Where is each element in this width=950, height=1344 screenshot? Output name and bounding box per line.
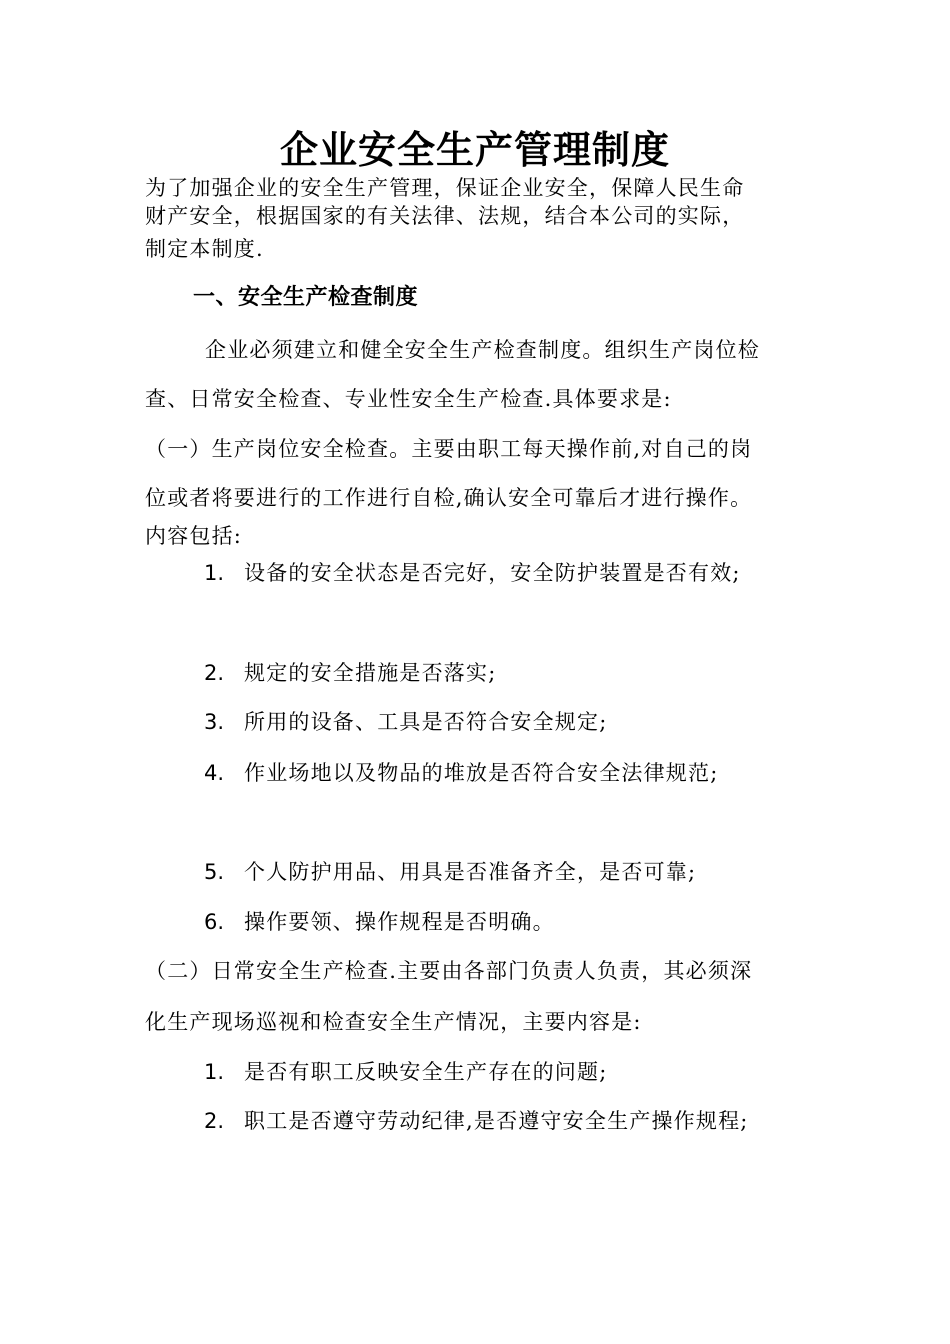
list-item-number: 2. (204, 661, 225, 685)
list-item (204, 558, 741, 588)
list-item-text: 个人防护用品、用具是否准备齐全，是否可靠; (244, 860, 697, 884)
sub2-line-2: 化生产现场巡视和检查安全生产情况，主要内容是: (145, 1010, 642, 1034)
list-item (204, 758, 718, 788)
list-item (204, 1106, 749, 1136)
intro-line-3: 制定本制度. (145, 237, 264, 261)
list-item-number: 1. (204, 1060, 225, 1084)
list-item-number: 4. (204, 761, 225, 785)
intro-line-1: 为了加强企业的安全生产管理，保证企业安全，保障人民生命 (145, 176, 745, 200)
sub1-line-1: （一）生产岗位安全检查。主要由职工每天操作前,对自己的岗 (145, 437, 753, 461)
sub1-line-3: 内容包括: (145, 524, 243, 548)
list-item-text: 所用的设备、工具是否符合安全规定; (244, 710, 608, 734)
list-item-number: 2. (204, 1109, 225, 1133)
list-item-number: 5. (204, 860, 225, 884)
list-item-text: 设备的安全状态是否完好，安全防护装置是否有效; (244, 561, 741, 585)
section-para-line-2: 查、日常安全检查、专业性安全生产检查.具体要求是: (145, 387, 672, 411)
list-item (204, 658, 496, 688)
sub1-line-2: 位或者将要进行的工作进行自检,确认安全可靠后才进行操作。 (145, 486, 753, 510)
list-item-number: 6. (204, 910, 225, 934)
list-item (204, 907, 555, 937)
document-title: 企业安全生产管理制度 (279, 127, 670, 172)
list-item-number: 3. (204, 710, 225, 734)
list-item (204, 707, 607, 737)
list-item-text: 职工是否遵守劳动纪律,是否遵守安全生产操作规程; (244, 1109, 749, 1133)
section-para-line-1: 企业必须建立和健全安全生产检查制度。组织生产岗位检 (205, 338, 760, 362)
section-heading: 一、安全生产检查制度 (193, 285, 419, 310)
list-item (204, 857, 696, 887)
list-item-text: 操作要领、操作规程是否明确。 (244, 910, 555, 934)
list-item (204, 1057, 607, 1087)
sub2-line-1: （二）日常安全生产检查.主要由各部门负责人负责，其必须深 (145, 959, 753, 983)
list-item-text: 规定的安全措施是否落实; (244, 661, 497, 685)
list-item-number: 1. (204, 561, 225, 585)
list-item-text: 作业场地以及物品的堆放是否符合安全法律规范; (244, 761, 719, 785)
intro-line-2: 财产安全，根据国家的有关法律、法规，结合本公司的实际， (145, 204, 745, 228)
list-item-text: 是否有职工反映安全生产存在的问题; (244, 1060, 608, 1084)
